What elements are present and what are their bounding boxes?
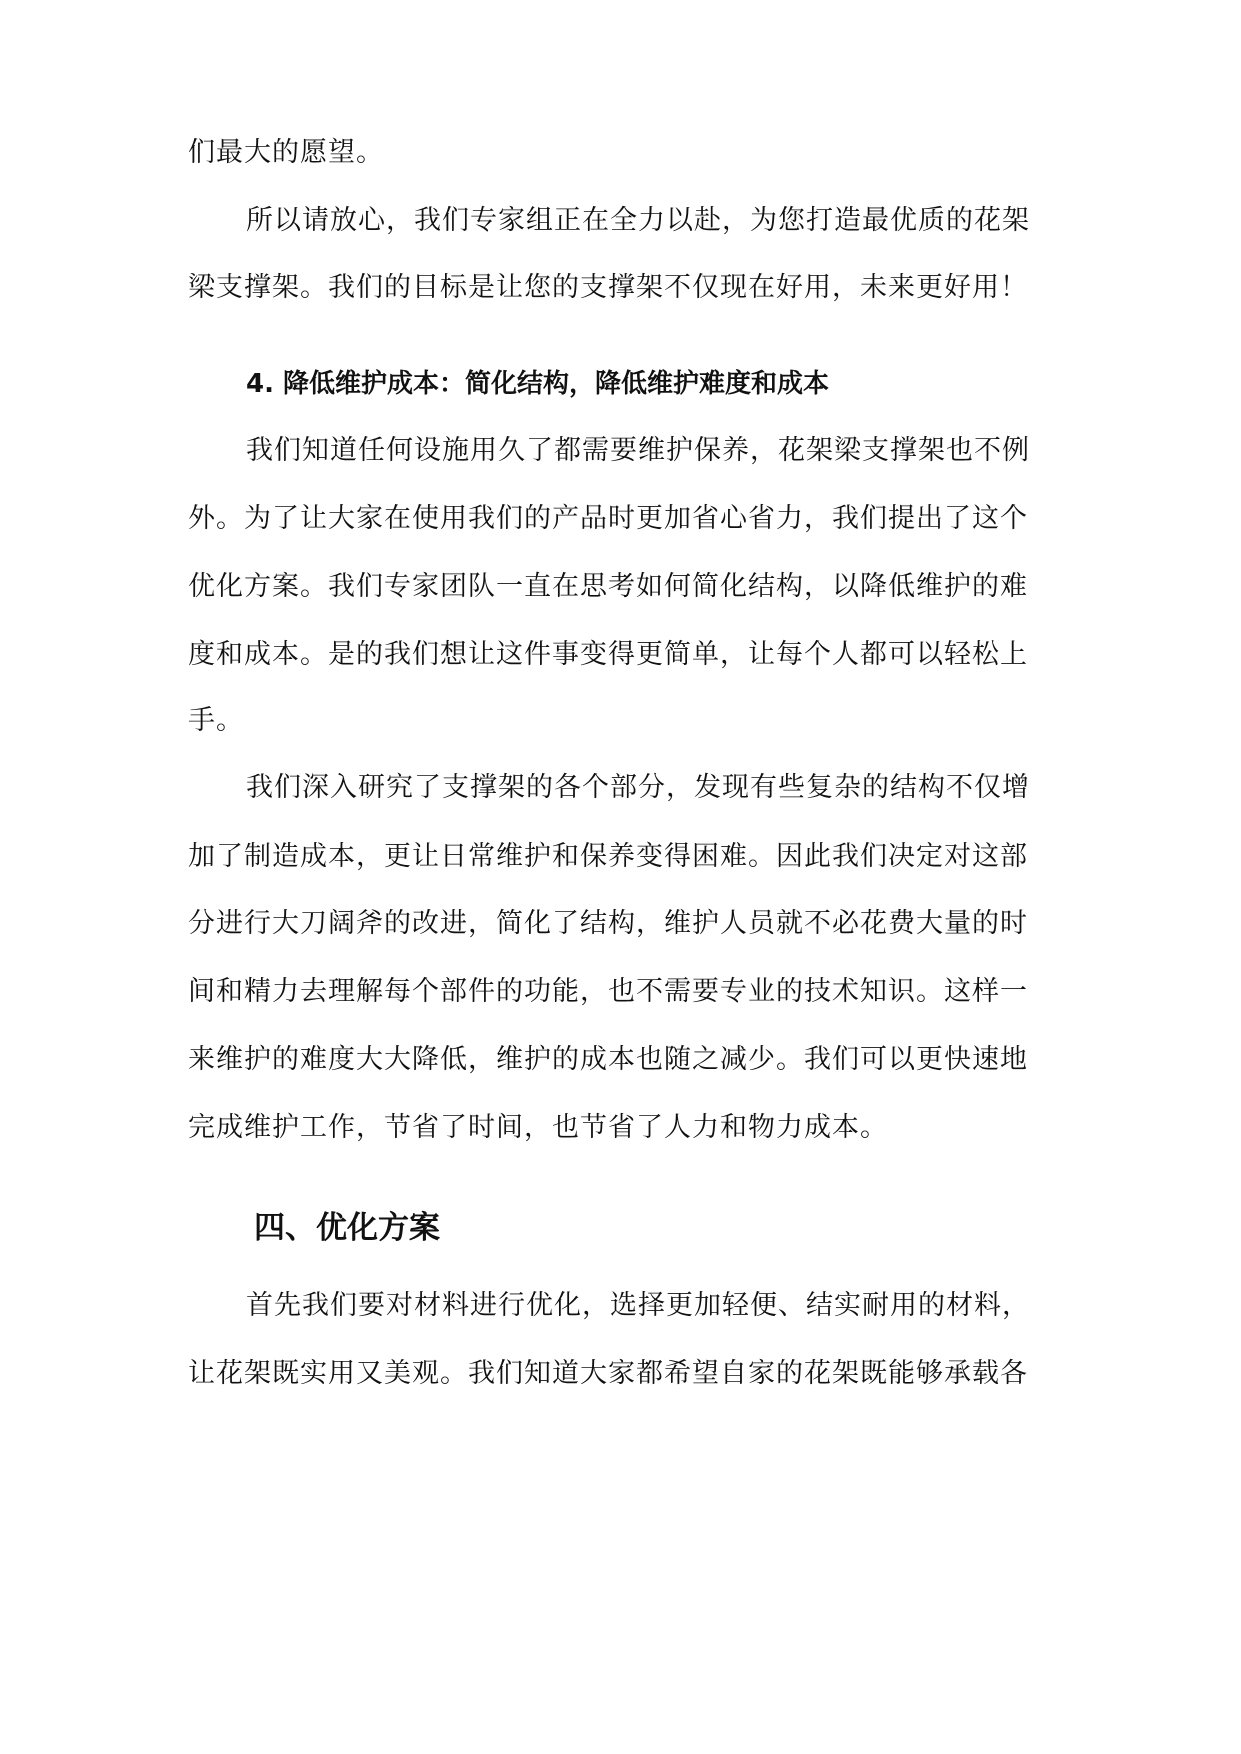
- paragraph-line: 所以请放心，我们专家组正在全力以赴，为您打造最优质的花架: [246, 205, 1030, 236]
- paragraph-line: 首先我们要对材料进行优化，选择更加轻便、结实耐用的材料，: [246, 1290, 1030, 1321]
- chapter-heading: 四、优化方案: [254, 1210, 440, 1246]
- paragraph-line: 手。: [188, 705, 244, 736]
- paragraph-line: 我们深入研究了支撑架的各个部分，发现有些复杂的结构不仅增: [246, 772, 1030, 803]
- paragraph-line: 我们知道任何设施用久了都需要维护保养，花架梁支撑架也不例: [246, 435, 1030, 466]
- paragraph-line: 分进行大刀阔斧的改进，简化了结构，维护人员就不必花费大量的时: [188, 908, 1028, 939]
- paragraph-line: 外。为了让大家在使用我们的产品时更加省心省力，我们提出了这个: [188, 503, 1028, 534]
- paragraph-line: 间和精力去理解每个部件的功能，也不需要专业的技术知识。这样一: [188, 976, 1028, 1007]
- paragraph-line: 们最大的愿望。: [188, 137, 384, 168]
- paragraph-line: 加了制造成本，更让日常维护和保养变得困难。因此我们决定对这部: [188, 841, 1028, 872]
- paragraph-line: 优化方案。我们专家团队一直在思考如何简化结构，以降低维护的难: [188, 571, 1028, 602]
- paragraph-line: 来维护的难度大大降低，维护的成本也随之减少。我们可以更快速地: [188, 1044, 1028, 1075]
- paragraph-line: 完成维护工作，节省了时间，也节省了人力和物力成本。: [188, 1112, 888, 1143]
- paragraph-line: 梁支撑架。我们的目标是让您的支撑架不仅现在好用，未来更好用！: [188, 272, 1028, 303]
- paragraph-line: 度和成本。是的我们想让这件事变得更简单，让每个人都可以轻松上: [188, 639, 1028, 670]
- paragraph-line: 让花架既实用又美观。我们知道大家都希望自家的花架既能够承载各: [188, 1358, 1028, 1389]
- section-heading: 4. 降低维护成本：简化结构，降低维护难度和成本: [246, 369, 830, 399]
